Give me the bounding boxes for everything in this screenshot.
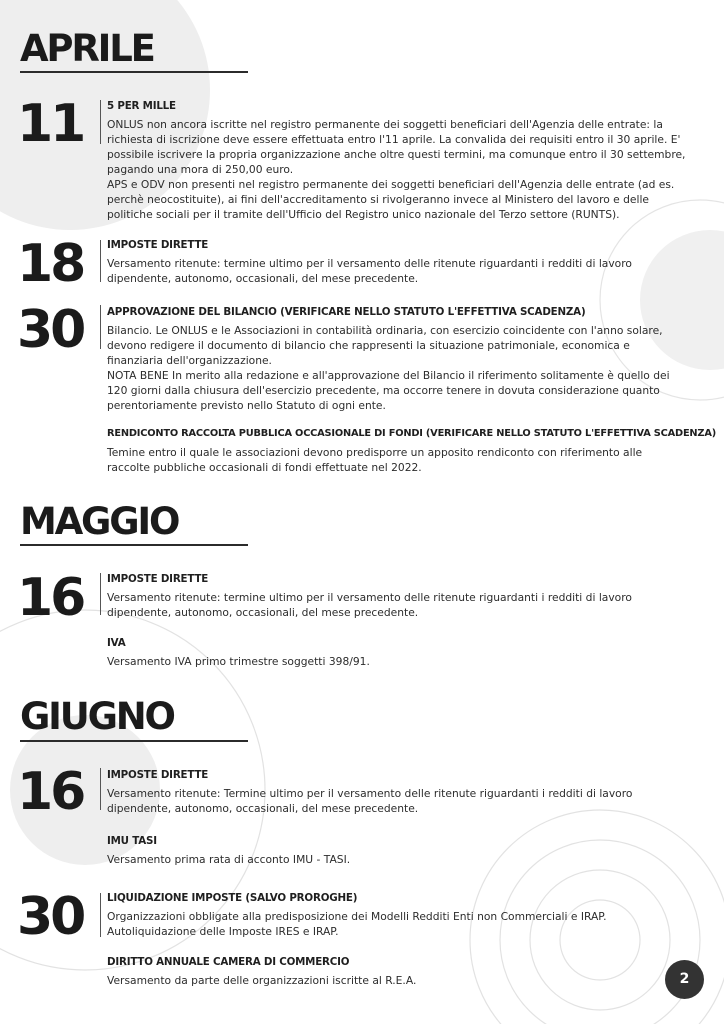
entry-body (107, 117, 703, 222)
month-rule-june (20, 740, 248, 742)
entry-body (107, 973, 703, 988)
entry-line: Versamento da parte delle organizzazioni iscritte al R.E.A. (107, 974, 417, 987)
day-number: 30 (17, 300, 84, 360)
entry-line: politiche sociali per il tramite dell'Ufficio del Registro unico nazionale del Terzo settore (RUNTS). (107, 208, 620, 221)
entry-line: raccolte pubbliche occasionali di fondi effettuate nel 2022. (107, 461, 422, 474)
entry-line: richiesta di iscrizione deve essere effettuata entro l'11 aprile. La convalida dei requisiti entro il 30 aprile. E' (107, 133, 681, 146)
entry-line: finanziaria dell'organizzazione. (107, 354, 272, 367)
page-number-badge: 2 (665, 960, 704, 999)
deadline-entry (107, 427, 716, 475)
deadline-entry (107, 768, 703, 816)
entry-title: IMU TASI (107, 835, 157, 847)
day-divider (100, 240, 101, 282)
entry-body (107, 590, 703, 620)
entry-title: APPROVAZIONE DEL BILANCIO (VERIFICARE NELLO STATUTO L'EFFETTIVA SCADENZA) (107, 306, 586, 318)
entry-line: Bilancio. Le ONLUS e le Associazioni in contabilità ordinaria, con esercizio coincidente con l'anno solare, (107, 324, 663, 337)
entry-body (107, 323, 703, 413)
entry-line: Versamento ritenute: termine ultimo per il versamento delle ritenute riguardanti i redditi di lavoro (107, 591, 632, 604)
entry-line: Autoliquidazione delle Imposte IRES e IRAP. (107, 925, 339, 938)
deadline-entry (107, 238, 703, 286)
entry-title: RENDICONTO RACCOLTA PUBBLICA OCCASIONALE DI FONDI (VERIFICARE NELLO STATUTO L'EFFETTIVA SCADENZA) (107, 428, 716, 439)
entry-line: Versamento IVA primo trimestre soggetti 398/91. (107, 655, 370, 668)
entry-body (107, 445, 707, 475)
day-divider (100, 305, 101, 349)
deadline-entry (107, 834, 703, 867)
day-divider (100, 893, 101, 937)
entry-body (107, 852, 703, 867)
deadline-entry (107, 572, 703, 620)
entry-title: IMPOSTE DIRETTE (107, 239, 209, 251)
entry-title: LIQUIDAZIONE IMPOSTE (SALVO PROROGHE) (107, 892, 358, 904)
day-number: 30 (17, 887, 84, 947)
entry-body (107, 654, 703, 669)
entry-line: dipendente, autonomo, occasionali, del mese precedente. (107, 606, 419, 619)
entry-line: Organizzazioni obbligate alla predisposizione dei Modelli Redditi Enti non Commerciali e IRAP. (107, 910, 607, 923)
entry-line: dipendente, autonomo, occasionali, del mese precedente. (107, 802, 419, 815)
entry-line: Temine entro il quale le associazioni devono predisporre un apposito rendiconto con riferimento alle (107, 446, 643, 459)
day-divider (100, 100, 101, 144)
entry-line: perentoriamente previsto nello Statuto di ogni ente. (107, 399, 386, 412)
entry-line: pagando una mora di 250,00 euro. (107, 163, 294, 176)
deadline-entry (107, 955, 703, 988)
deadline-entry (107, 305, 703, 413)
entry-line: APS e ODV non presenti nel registro permanente dei soggetti beneficiari dell'Agenzia delle entrate (ad es. (107, 178, 675, 191)
entry-title: IVA (107, 637, 126, 649)
month-title-june: GIUGNO (20, 695, 174, 738)
day-number: 18 (17, 234, 84, 294)
day-number: 16 (17, 568, 84, 628)
entry-line: Versamento ritenute: Termine ultimo per il versamento delle ritenute riguardanti i redditi di lavoro (107, 787, 633, 800)
entry-body (107, 786, 703, 816)
deadline-entry (107, 891, 703, 939)
entry-line: perchè neocostituite), ai fini dell'accreditamento si rivolgeranno invece al Ministero del lavoro e delle (107, 193, 650, 206)
entry-line: Versamento ritenute: termine ultimo per il versamento delle ritenute riguardanti i redditi di lavoro (107, 257, 632, 270)
entry-line: devono redigere il documento di bilancio che rappresenti la situazione patrimoniale, economica e (107, 339, 630, 352)
entry-title: IMPOSTE DIRETTE (107, 573, 209, 585)
entry-line: NOTA BENE In merito alla redazione e all'approvazione del Bilancio il riferimento solitamente è quello dei (107, 369, 670, 382)
day-number: 11 (17, 94, 84, 154)
day-divider (100, 573, 101, 615)
entry-title: IMPOSTE DIRETTE (107, 769, 209, 781)
month-title-may: MAGGIO (20, 500, 179, 543)
day-divider (100, 768, 101, 810)
entry-body (107, 256, 703, 286)
entry-line: ONLUS non ancora iscritte nel registro permanente dei soggetti beneficiari dell'Agenzia delle entrate: la (107, 118, 663, 131)
entry-line: dipendente, autonomo, occasionali, del mese precedente. (107, 272, 419, 285)
entry-line: possibile iscrivere la propria organizzazione anche oltre questi termini, ma comunque entro il 30 settembre, (107, 148, 686, 161)
deadline-entry (107, 99, 703, 222)
month-rule-april (20, 71, 248, 73)
month-title-april: APRILE (20, 27, 154, 70)
entry-line: Versamento prima rata di acconto IMU - TASI. (107, 853, 351, 866)
day-number: 16 (17, 762, 84, 822)
entry-title: 5 PER MILLE (107, 100, 176, 112)
entry-title: DIRITTO ANNUALE CAMERA DI COMMERCIO (107, 956, 350, 968)
entry-line: 120 giorni dalla chiusura dell'esercizio precedente, ma occorre tenere in dovuta considerazione quanto (107, 384, 660, 397)
month-rule-may (20, 544, 248, 546)
entry-body (107, 909, 703, 939)
deadline-entry (107, 636, 703, 669)
